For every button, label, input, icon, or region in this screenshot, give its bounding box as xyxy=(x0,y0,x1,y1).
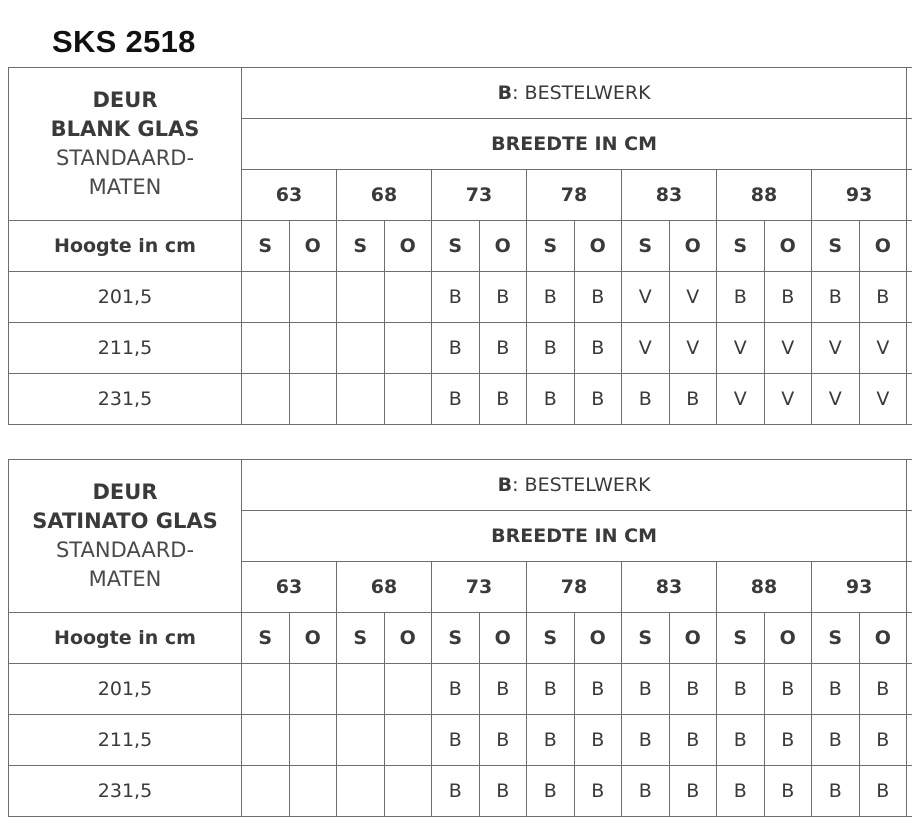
legend-text: : BESTELWERK xyxy=(512,474,651,496)
availability-cell: V xyxy=(859,323,907,374)
so-header: S xyxy=(812,221,860,272)
availability-cell: B xyxy=(432,715,480,766)
edge-cell xyxy=(907,272,912,323)
availability-cell: B xyxy=(859,664,907,715)
availability-cell: V xyxy=(859,374,907,425)
availability-cell: B xyxy=(622,374,670,425)
availability-cell xyxy=(337,374,385,425)
availability-cell: B xyxy=(527,766,575,817)
legend-code: B xyxy=(497,474,513,496)
availability-cell xyxy=(384,715,432,766)
width-header: 73 xyxy=(432,170,527,221)
so-header: O xyxy=(859,221,907,272)
table-row xyxy=(9,766,912,817)
width-header: 63 xyxy=(242,170,337,221)
availability-cell xyxy=(384,766,432,817)
availability-cell xyxy=(289,272,337,323)
table-row xyxy=(9,664,912,715)
so-header: O xyxy=(384,221,432,272)
availability-cell: B xyxy=(479,715,527,766)
availability-cell: B xyxy=(527,715,575,766)
so-header: S xyxy=(527,613,575,664)
availability-cell: V xyxy=(717,374,765,425)
availability-cell: B xyxy=(622,766,670,817)
availability-cell: B xyxy=(812,272,860,323)
so-header: O xyxy=(479,613,527,664)
availability-cell xyxy=(289,664,337,715)
so-header: O xyxy=(574,221,622,272)
so-header: S xyxy=(432,613,480,664)
availability-cell xyxy=(242,272,290,323)
caption-line-standaard: STANDAARD- xyxy=(55,146,195,170)
legend-cell xyxy=(242,460,907,511)
availability-cell: V xyxy=(764,374,812,425)
availability-cell: B xyxy=(764,664,812,715)
availability-cell xyxy=(337,664,385,715)
availability-cell: V xyxy=(622,323,670,374)
caption-line-glass-type: BLANK GLAS xyxy=(50,117,200,141)
availability-cell xyxy=(242,766,290,817)
width-header: 88 xyxy=(717,562,812,613)
availability-cell: V xyxy=(812,374,860,425)
edge-cell xyxy=(907,119,912,170)
so-header: O xyxy=(669,221,717,272)
width-header: 93 xyxy=(812,170,907,221)
edge-cell xyxy=(907,766,912,817)
legend-cell xyxy=(242,68,907,119)
availability-cell: B xyxy=(432,664,480,715)
availability-cell: B xyxy=(812,715,860,766)
table-row xyxy=(9,272,912,323)
caption-line-standaard: STANDAARD- xyxy=(55,538,195,562)
height-label: Hoogte in cm xyxy=(9,613,242,664)
table-caption xyxy=(9,68,242,221)
legend-text: : BESTELWERK xyxy=(512,82,651,104)
availability-cell: B xyxy=(527,664,575,715)
width-header: 78 xyxy=(527,562,622,613)
availability-cell: B xyxy=(812,766,860,817)
availability-cell xyxy=(384,272,432,323)
availability-cell xyxy=(337,715,385,766)
availability-cell: B xyxy=(574,715,622,766)
width-header: 83 xyxy=(622,562,717,613)
table-row xyxy=(9,374,912,425)
width-header: 88 xyxy=(717,170,812,221)
so-header: S xyxy=(622,613,670,664)
availability-cell xyxy=(337,766,385,817)
availability-cell xyxy=(289,374,337,425)
availability-cell: B xyxy=(479,766,527,817)
width-heading: BREEDTE IN CM xyxy=(242,119,907,170)
availability-cell: B xyxy=(479,374,527,425)
availability-cell: B xyxy=(574,323,622,374)
availability-table xyxy=(8,459,912,817)
availability-cell xyxy=(384,664,432,715)
availability-cell: B xyxy=(859,766,907,817)
availability-cell xyxy=(289,323,337,374)
caption-line-deur: DEUR xyxy=(92,480,158,504)
so-header: O xyxy=(669,613,717,664)
availability-cell: B xyxy=(669,766,717,817)
availability-cell: V xyxy=(717,323,765,374)
table-row xyxy=(9,715,912,766)
edge-cell xyxy=(907,613,912,664)
caption-line-glass-type: SATINATO GLAS xyxy=(32,509,218,533)
height-value: 211,5 xyxy=(9,323,242,374)
availability-cell: B xyxy=(479,272,527,323)
legend-code: B xyxy=(497,82,513,104)
edge-cell xyxy=(907,511,912,562)
edge-cell xyxy=(907,68,912,119)
availability-cell: B xyxy=(527,272,575,323)
legend-row xyxy=(9,460,912,511)
edge-cell xyxy=(907,562,912,613)
so-header: O xyxy=(289,613,337,664)
so-header: S xyxy=(527,221,575,272)
availability-cell: V xyxy=(622,272,670,323)
availability-cell: B xyxy=(622,664,670,715)
edge-cell xyxy=(907,374,912,425)
availability-cell: B xyxy=(432,374,480,425)
subheader-row xyxy=(9,613,912,664)
availability-cell: B xyxy=(432,272,480,323)
availability-cell: V xyxy=(812,323,860,374)
edge-cell xyxy=(907,221,912,272)
availability-cell xyxy=(337,323,385,374)
so-header: O xyxy=(764,221,812,272)
availability-cell: B xyxy=(574,664,622,715)
width-header: 63 xyxy=(242,562,337,613)
width-header: 93 xyxy=(812,562,907,613)
so-header: O xyxy=(289,221,337,272)
availability-cell: B xyxy=(764,272,812,323)
availability-cell: B xyxy=(574,766,622,817)
so-header: S xyxy=(337,613,385,664)
availability-cell: B xyxy=(432,766,480,817)
table-row xyxy=(9,323,912,374)
height-value: 201,5 xyxy=(9,664,242,715)
availability-cell xyxy=(242,715,290,766)
availability-cell: B xyxy=(859,272,907,323)
availability-cell: B xyxy=(527,374,575,425)
height-label: Hoogte in cm xyxy=(9,221,242,272)
legend-row xyxy=(9,68,912,119)
availability-cell: B xyxy=(717,766,765,817)
edge-cell xyxy=(907,170,912,221)
availability-cell: B xyxy=(717,715,765,766)
availability-cell: B xyxy=(669,374,717,425)
availability-cell: B xyxy=(669,715,717,766)
availability-cell xyxy=(384,323,432,374)
availability-cell: B xyxy=(764,766,812,817)
edge-cell xyxy=(907,323,912,374)
caption-line-maten: MATEN xyxy=(88,567,162,591)
so-header: S xyxy=(432,221,480,272)
availability-cell: B xyxy=(479,323,527,374)
so-header: S xyxy=(717,221,765,272)
width-header: 73 xyxy=(432,562,527,613)
availability-cell: V xyxy=(669,272,717,323)
width-header: 68 xyxy=(337,170,432,221)
availability-cell xyxy=(242,664,290,715)
availability-cell: B xyxy=(574,374,622,425)
availability-cell: B xyxy=(527,323,575,374)
availability-cell: B xyxy=(717,272,765,323)
availability-cell xyxy=(337,272,385,323)
width-header: 83 xyxy=(622,170,717,221)
caption-line-deur: DEUR xyxy=(92,88,158,112)
availability-cell xyxy=(289,766,337,817)
so-header: S xyxy=(717,613,765,664)
so-header: O xyxy=(574,613,622,664)
height-value: 201,5 xyxy=(9,272,242,323)
height-value: 231,5 xyxy=(9,766,242,817)
availability-cell xyxy=(242,323,290,374)
availability-table xyxy=(8,67,912,425)
availability-cell: B xyxy=(574,272,622,323)
edge-cell xyxy=(907,460,912,511)
so-header: O xyxy=(479,221,527,272)
edge-cell xyxy=(907,664,912,715)
caption-line-maten: MATEN xyxy=(88,175,162,199)
availability-cell xyxy=(384,374,432,425)
availability-cell xyxy=(289,715,337,766)
width-header: 78 xyxy=(527,170,622,221)
height-value: 211,5 xyxy=(9,715,242,766)
so-header: S xyxy=(242,221,290,272)
height-value: 231,5 xyxy=(9,374,242,425)
availability-cell: B xyxy=(717,664,765,715)
so-header: O xyxy=(764,613,812,664)
page-title: SKS 2518 xyxy=(52,24,196,59)
so-header: S xyxy=(622,221,670,272)
width-header: 68 xyxy=(337,562,432,613)
table-caption xyxy=(9,460,242,613)
availability-cell: B xyxy=(812,664,860,715)
availability-cell xyxy=(242,374,290,425)
so-header: S xyxy=(337,221,385,272)
availability-cell: V xyxy=(764,323,812,374)
so-header: S xyxy=(242,613,290,664)
so-header: S xyxy=(812,613,860,664)
availability-cell: B xyxy=(432,323,480,374)
availability-cell: B xyxy=(669,664,717,715)
availability-cell: B xyxy=(859,715,907,766)
so-header: O xyxy=(384,613,432,664)
availability-cell: B xyxy=(479,664,527,715)
availability-cell: V xyxy=(669,323,717,374)
edge-cell xyxy=(907,715,912,766)
blank-glas-table-section xyxy=(8,67,912,425)
so-header: O xyxy=(859,613,907,664)
availability-cell: B xyxy=(764,715,812,766)
subheader-row xyxy=(9,221,912,272)
satinato-glas-table-section xyxy=(8,459,912,817)
availability-cell: B xyxy=(622,715,670,766)
width-heading: BREEDTE IN CM xyxy=(242,511,907,562)
